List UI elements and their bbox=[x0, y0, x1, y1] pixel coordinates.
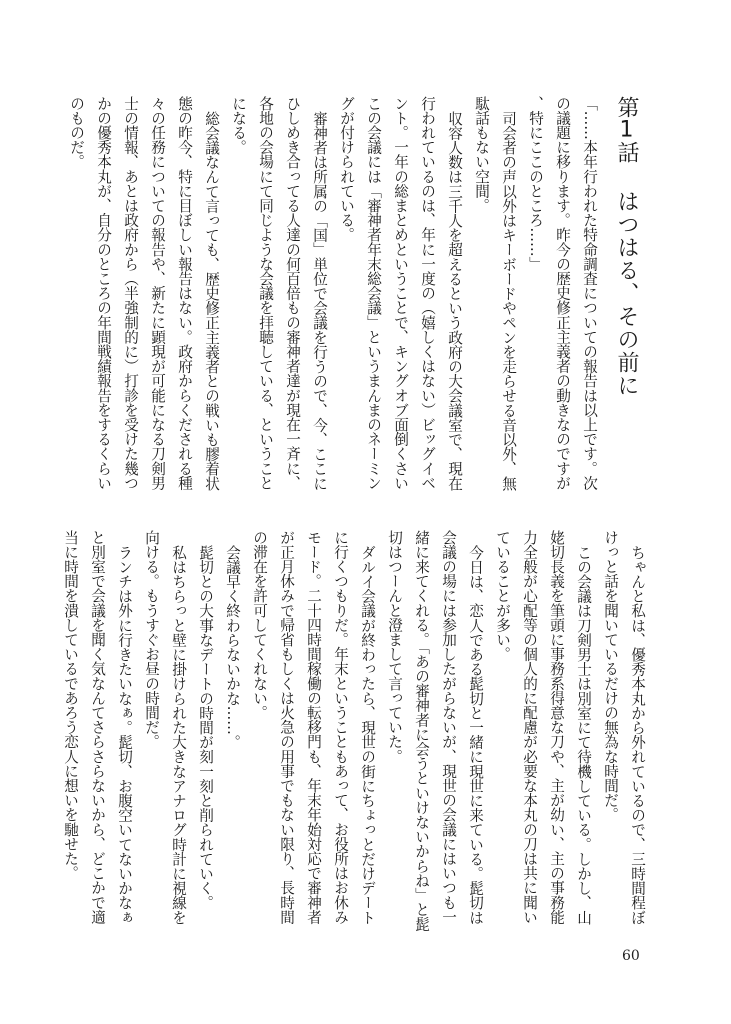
chapter-title bbox=[603, 96, 649, 496]
paragraph: 「……本年行われた特命調査についての報告は以上です。次の議題に移ります。昨今の歴史修正主義者の動きなのですが、特にここのところ……」 bbox=[527, 96, 598, 491]
paragraph: 髭切との大事なデートの時間が刻一刻と削られていく。 bbox=[197, 544, 214, 910]
paragraph: ランチは外に行きたいなぁ。髭切、お腹空いてないかなぁと別室で会議を聞く気なんてさらさらないから、どこかで適当に時間を潰しているであろう恋人に想いを馳せた。 bbox=[62, 530, 133, 925]
paragraph: 総会議なんて言っても、歴史修正主義者との戦いも膠着状態の昨今、特に目ぼしい報告はない。政府からくだされる種々の任務についての報告や、新たに顕現が可能になる刀剣男士の情報、あとは政府から（半強制的に）打診を受けた幾つかの優秀本丸が、自分のところの年間戦績報告をするくらいのものだ。 bbox=[68, 96, 220, 491]
paragraph: 私はちらっと壁に掛けられた大きなアナログ時計に視線を向ける。もうすぐお昼の時間だ。 bbox=[143, 530, 187, 925]
paragraph: 収容人数は三千人を超えるという政府の大会議室で、現在行われているのは、年に一度の（嬉しくはない）ビッグイベント。一年の総まとめということで、キングオブ面倒くさいこの会議には「審神者年末総会議」というまんまのネーミングが付けられている。 bbox=[338, 96, 463, 491]
paragraph: この会議は刀剣男士は別室にて待機している。しかし、山姥切長義を筆頭に事務系得意な刀や、主が幼い、主の事務能力全般が心配等の個人的に配慮が必要な本丸の刀は共に聞いていることが多い。 bbox=[494, 530, 592, 925]
chapter-label: 第 bbox=[614, 96, 639, 119]
bottom-text-block bbox=[62, 530, 651, 938]
page-number: 60 bbox=[622, 948, 640, 964]
paragraph: ダルイ会議が終わったら、現世の街にちょっとだけデートに行くつもりだ。年末ということもあって、お役所はお休みモード。二十四時間稼働の転移門も、年末年始対応で審神者が正月休みで帰省もしくは火急の用事でもない限り、長時間の滞在を許可してくれない。 bbox=[251, 530, 376, 925]
paragraph: 司会者の声以外はキーボードやペンを走らせる音以外、無駄話もない空間。 bbox=[473, 96, 517, 491]
paragraph: 今日は、恋人である髭切と一緒に現世に来ている。髭切は会議の場には参加したがらないが、現世の会議にはいつも一緒に来てくれる。「あの審神者に会うといけないからね」と髭切はつーんと澄まして言っていた。 bbox=[386, 530, 484, 932]
chapter-number: 1 bbox=[619, 119, 634, 141]
paragraph: 審神者は所属の「国」単位で会議を行うので、今、ここにひしめき合ってる人達の何百倍もの審神者達が現在一斉に、各地の会場にて同じような会議を拝聴している、ということになる。 bbox=[230, 96, 328, 491]
paragraph: ちゃんと私は、優秀本丸から外れているので、三時間程ぼけっと話を聞いているだけの無為な時間だ。 bbox=[602, 530, 646, 925]
chapter-suffix: 話 bbox=[614, 141, 639, 164]
top-text-block bbox=[69, 96, 649, 496]
chapter-title-text: はつはる、その前に bbox=[614, 190, 639, 397]
paragraph: 会議早く終わらないかな……。 bbox=[224, 544, 241, 749]
